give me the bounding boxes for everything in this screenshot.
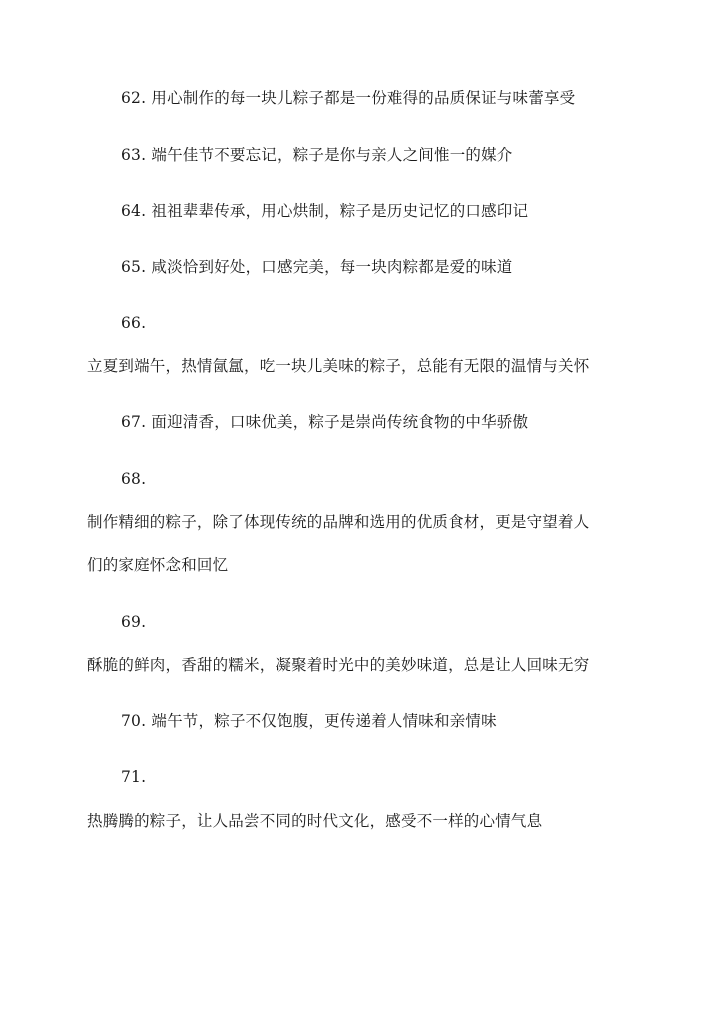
list-item — [121, 201, 528, 221]
item-text: 咸淡恰到好处，口感完美，每一块肉粽都是爱的味道 — [151, 258, 513, 276]
item-number: 66. — [121, 314, 147, 332]
item-number: 63. — [121, 146, 147, 164]
list-item — [121, 145, 513, 165]
item-text-line2: 们的家庭怀念和回忆 — [87, 556, 229, 574]
item-text: 酥脆的鲜肉，香甜的糯米，凝聚着时光中的美妙味道，总是让人回味无穷 — [87, 656, 590, 674]
list-item — [121, 88, 575, 108]
item-text: 端午佳节不要忘记，粽子是你与亲人之间惟一的媒介 — [151, 146, 513, 164]
item-number: 64. — [121, 202, 147, 220]
item-text: 面迎清香，口味优美，粽子是崇尚传统食物的中华骄傲 — [151, 413, 529, 431]
item-number: 70. — [121, 712, 147, 730]
item-number: 65. — [121, 258, 147, 276]
item-number: 68. — [121, 470, 147, 488]
item-number: 62. — [121, 89, 147, 107]
item-text: 热腾腾的粽子，让人品尝不同的时代文化，感受不一样的心情气息 — [87, 812, 543, 830]
list-item — [121, 711, 497, 731]
list-item — [121, 412, 528, 432]
item-text: 用心制作的每一块儿粽子都是一份难得的品质保证与味蕾享受 — [151, 89, 576, 107]
item-number: 71. — [121, 768, 147, 786]
item-number: 69. — [121, 613, 147, 631]
list-item — [121, 257, 513, 277]
item-text-line1: 制作精细的粽子，除了体现传统的品牌和选用的优质食材，更是守望着人 — [87, 513, 590, 531]
item-text: 祖祖辈辈传承，用心烘制，粽子是历史记忆的口感印记 — [151, 202, 529, 220]
item-text: 端午节，粽子不仅饱腹，更传递着人情味和亲情味 — [151, 712, 497, 730]
item-text: 立夏到端午，热情氤氲，吃一块儿美味的粽子，总能有无限的温情与关怀 — [87, 357, 590, 375]
item-number: 67. — [121, 413, 147, 431]
